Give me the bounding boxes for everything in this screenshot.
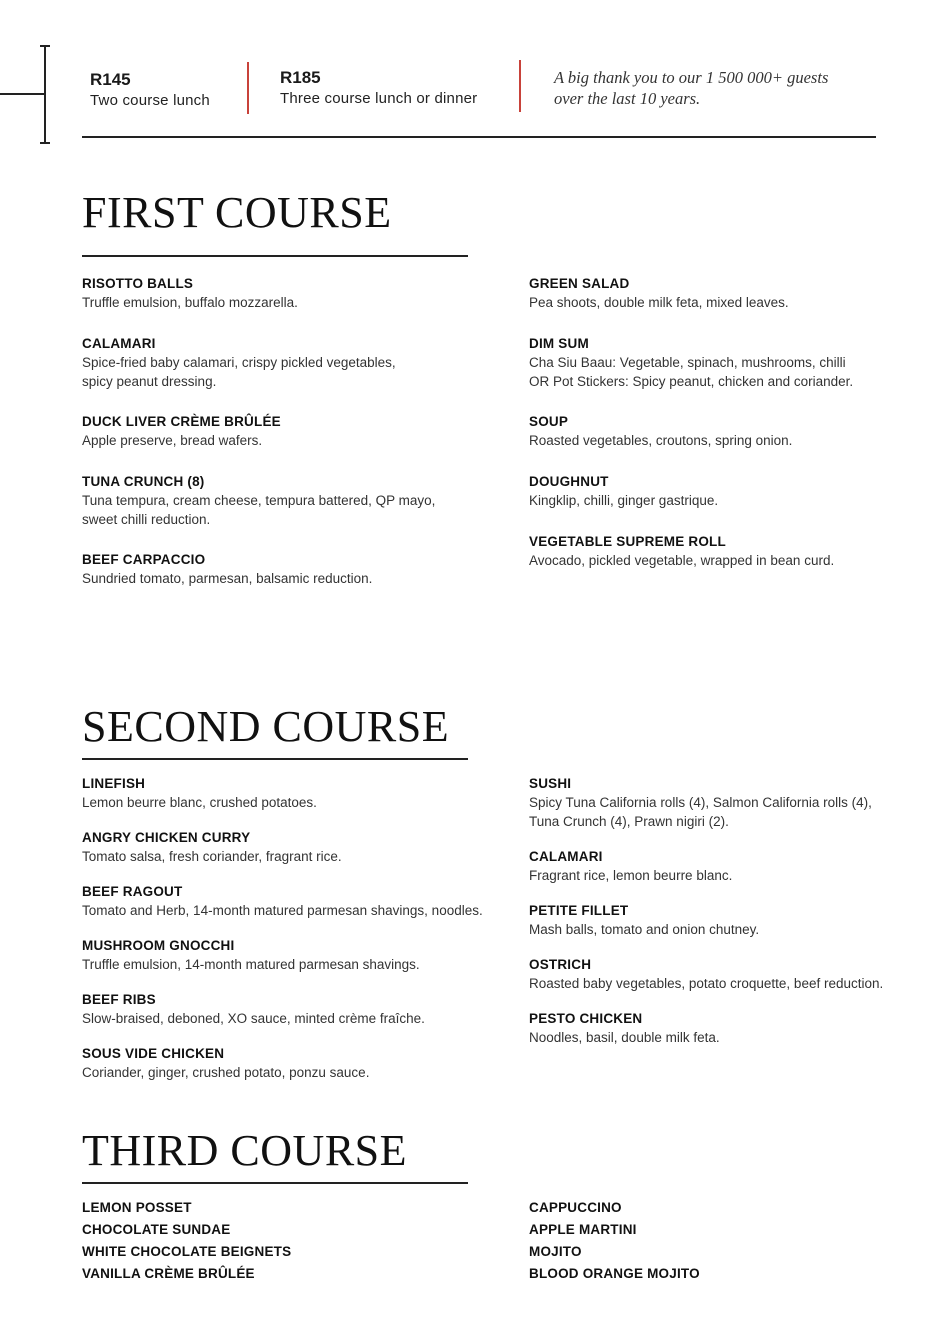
menu-item: [82, 473, 435, 529]
menu-item: [82, 551, 435, 588]
menu-item-name: TUNA CRUNCH (8): [82, 474, 205, 489]
menu-item-description: Tomato and Herb, 14-month matured parmesan shavings, noodles.: [82, 903, 483, 918]
menu-item-name: DUCK LIVER CRÈME BRÛLÉE: [82, 414, 281, 429]
dessert-item: WHITE CHOCOLATE BEIGNETS: [82, 1244, 292, 1259]
menu-item-description: Cha Siu Baau: Vegetable, spinach, mushrooms, chilli: [529, 355, 846, 370]
menu-item-name: SOUS VIDE CHICKEN: [82, 1046, 225, 1061]
menu-item-description: Lemon beurre blanc, crushed potatoes.: [82, 795, 317, 810]
menu-item: [82, 775, 483, 812]
menu-item-description: spicy peanut dressing.: [82, 374, 217, 389]
menu-item-name: BEEF CARPACCIO: [82, 552, 206, 567]
menu-item: [529, 275, 853, 312]
menu-item-name: BEEF RIBS: [82, 992, 156, 1007]
menu-item-name: PESTO CHICKEN: [529, 1011, 643, 1026]
drink-item: BLOOD ORANGE MOJITO: [529, 1266, 700, 1281]
menu-item: [529, 775, 883, 831]
thank-you-line: A big thank you to our 1 500 000+ guests: [554, 68, 829, 87]
menu-item-description: Kingklip, chilli, ginger gastrique.: [529, 493, 719, 508]
menu-item-name: SOUP: [529, 414, 569, 429]
menu-item-name: DOUGHNUT: [529, 474, 609, 489]
menu-item-name: CALAMARI: [82, 336, 156, 351]
second-course-right-column: [529, 775, 883, 1047]
menu-item-description: OR Pot Stickers: Spicy peanut, chicken and coriander.: [529, 374, 854, 389]
menu-item-description: Spice-fried baby calamari, crispy pickled vegetables,: [82, 355, 396, 370]
menu-item: [82, 413, 435, 450]
menu-item-name: VEGETABLE SUPREME ROLL: [529, 534, 726, 549]
menu-item-description: Truffle emulsion, 14-month matured parmesan shavings.: [82, 957, 420, 972]
first-course-left-column: [82, 275, 435, 588]
menu-item-name: MUSHROOM GNOCCHI: [82, 938, 235, 953]
thank-you-line: over the last 10 years.: [554, 89, 701, 108]
menu-item-description: Truffle emulsion, buffalo mozzarella.: [82, 295, 298, 310]
menu-item: [82, 275, 435, 312]
menu-item: [82, 829, 483, 866]
menu-item-description: Slow-braised, deboned, XO sauce, minted crème fraîche.: [82, 1011, 425, 1026]
price-label: Three course lunch or dinner: [280, 90, 478, 107]
first-course-title: FIRST COURSE: [82, 188, 392, 237]
menu-item-name: BEEF RAGOUT: [82, 884, 183, 899]
third-course-left-column: [82, 1197, 291, 1285]
third-course-right-column: [529, 1197, 700, 1285]
menu-item-description: Sundried tomato, parmesan, balsamic reduction.: [82, 571, 373, 586]
menu-item: [529, 335, 853, 391]
bracket-bottom-tick: [40, 142, 50, 144]
menu-item-name: SUSHI: [529, 776, 572, 791]
menu-item: [82, 883, 483, 920]
header-divider: [247, 62, 249, 114]
price-two-course: [90, 70, 210, 110]
menu-item-name: OSTRICH: [529, 957, 592, 972]
second-course-left-column: [82, 775, 483, 1082]
drink-item: APPLE MARTINI: [529, 1222, 637, 1237]
menu-item-description: Tomato salsa, fresh coriander, fragrant rice.: [82, 849, 342, 864]
menu-item: [529, 902, 883, 939]
third-course-title: THIRD COURSE: [82, 1126, 408, 1175]
menu-item: [529, 1010, 883, 1047]
dessert-item: LEMON POSSET: [82, 1200, 192, 1215]
menu-item-name: DIM SUM: [529, 336, 589, 351]
menu-item-description: Roasted baby vegetables, potato croquette, beef reduction.: [529, 976, 884, 991]
menu-item-description: Tuna Crunch (4), Prawn nigiri (2).: [529, 814, 729, 829]
price-three-course: [280, 68, 477, 108]
menu-item: [529, 956, 883, 993]
section-rule: [82, 255, 468, 257]
header-rule: [82, 136, 876, 138]
menu-item: [529, 533, 853, 570]
menu-item-description: Noodles, basil, double milk feta.: [529, 1030, 720, 1045]
first-course-right-column: [529, 275, 853, 570]
menu-item: [82, 937, 483, 974]
menu-item-name: LINEFISH: [82, 776, 146, 791]
bracket-top-tick: [40, 45, 50, 47]
menu-item-description: sweet chilli reduction.: [82, 512, 211, 527]
drink-item: CAPPUCCINO: [529, 1200, 622, 1215]
menu-item-description: Fragrant rice, lemon beurre blanc.: [529, 868, 733, 883]
section-rule: [82, 1182, 468, 1184]
menu-item-description: Coriander, ginger, crushed potato, ponzu sauce.: [82, 1065, 370, 1080]
menu-item-description: Roasted vegetables, croutons, spring onion.: [529, 433, 793, 448]
menu-item: [529, 413, 853, 450]
menu-item-name: ANGRY CHICKEN CURRY: [82, 830, 251, 845]
thank-you-note: [554, 67, 854, 109]
menu-item-name: RISOTTO BALLS: [82, 276, 194, 291]
section-rule: [82, 758, 468, 760]
menu-item: [529, 473, 853, 510]
menu-item-description: Apple preserve, bread wafers.: [82, 433, 263, 448]
menu-item-description: Spicy Tuna California rolls (4), Salmon California rolls (4),: [529, 795, 872, 810]
price-label: Two course lunch: [90, 92, 210, 109]
menu-item-description: Avocado, pickled vegetable, wrapped in bean curd.: [529, 553, 835, 568]
dessert-item: CHOCOLATE SUNDAE: [82, 1222, 231, 1237]
menu-item: [82, 1045, 483, 1082]
dessert-item: VANILLA CRÈME BRÛLÉE: [82, 1266, 255, 1281]
menu-item: [82, 335, 435, 391]
drink-item: MOJITO: [529, 1244, 582, 1259]
price-amount: R185: [280, 68, 321, 87]
second-course-title: SECOND COURSE: [82, 702, 450, 751]
menu-item-description: Pea shoots, double milk feta, mixed leaves.: [529, 295, 789, 310]
header-divider: [519, 60, 521, 112]
menu-item-name: CALAMARI: [529, 849, 603, 864]
bracket-horizontal-line: [0, 93, 46, 95]
menu-item-description: Mash balls, tomato and onion chutney.: [529, 922, 760, 937]
menu-item-name: PETITE FILLET: [529, 903, 629, 918]
menu-item-name: GREEN SALAD: [529, 276, 630, 291]
menu-item: [82, 991, 483, 1028]
menu-item: [529, 848, 883, 885]
price-amount: R145: [90, 70, 131, 89]
menu-item-description: Tuna tempura, cream cheese, tempura battered, QP mayo,: [82, 493, 436, 508]
